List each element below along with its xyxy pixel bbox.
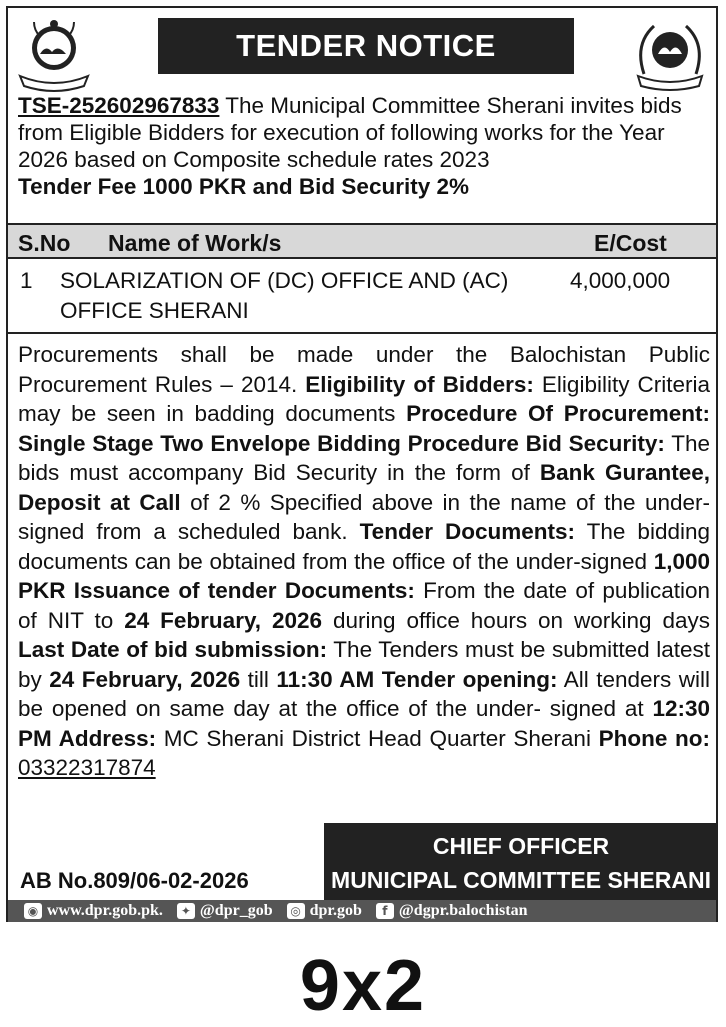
tender-fee-line: Tender Fee 1000 PKR and Bid Security 2% bbox=[18, 174, 469, 199]
tender-notice bbox=[6, 6, 718, 922]
footer-twitter bbox=[177, 902, 273, 920]
footer-bar bbox=[8, 900, 716, 922]
facebook-handle: @dgpr.balochistan bbox=[398, 902, 528, 919]
details-text: Eligibility Criteria may be seen in badding documents bbox=[18, 371, 711, 426]
header-ecost: E/Cost bbox=[594, 230, 667, 256]
tse-number: TSE-252602967833 bbox=[18, 93, 220, 118]
phone-number: 03322317874 bbox=[18, 755, 156, 780]
tender-details-paragraph bbox=[18, 340, 710, 783]
signatory-title: CHIEF OFFICER bbox=[432, 833, 610, 859]
instagram-handle: dpr.gob bbox=[309, 902, 362, 919]
details-bold: Procedure Of Procurement: Single Stage Two Envelope Bidding Procedure Bid Security: bbox=[18, 401, 710, 456]
footer-instagram bbox=[287, 902, 362, 920]
row-sno: 1 bbox=[20, 268, 33, 293]
footer-facebook bbox=[376, 902, 528, 920]
signatory-block bbox=[324, 823, 718, 905]
details-bold: Tender Documents: bbox=[359, 519, 575, 544]
details-bold: 12:30 PM Address: bbox=[18, 696, 710, 751]
details-text: The bids must accompany Bid Security in the form of bbox=[18, 430, 710, 485]
row-work-line1: SOLARIZATION OF (DC) OFFICE AND (AC) bbox=[60, 268, 509, 293]
details-bold: Eligibility of Bidders: bbox=[305, 371, 534, 397]
details-text: till bbox=[240, 666, 277, 692]
ad-size-label: 9x2 bbox=[299, 946, 427, 1026]
balochistan-emblem-logo bbox=[14, 14, 94, 96]
dgpr-emblem-logo bbox=[630, 14, 710, 96]
details-bold: 11:30 AM Tender opening: bbox=[276, 666, 558, 692]
intro-text: The Municipal Committee Sherani invites bids from Eligible Bidders for execution of following works for the Year 2026 based on Composite schedule rates 2023 bbox=[18, 93, 682, 172]
table-row bbox=[8, 262, 716, 334]
details-text: Procurements shall be made under the Balochistan Public Procurement Rules – 2014. bbox=[18, 342, 710, 397]
header-sno: S.No bbox=[18, 230, 71, 256]
details-bold: Last Date of bid submission: bbox=[18, 637, 328, 662]
details-text: The Tenders must be submitted latest by bbox=[18, 637, 711, 692]
footer-website bbox=[24, 902, 163, 920]
twitter-handle: @dpr_gob bbox=[199, 902, 273, 919]
details-text: The bidding documents can be obtained from the office of the under-signed bbox=[18, 519, 710, 574]
works-table-header bbox=[8, 223, 716, 259]
facebook-icon: f bbox=[376, 903, 394, 919]
notice-title: TENDER NOTICE bbox=[158, 18, 574, 74]
details-bold: 24 February, 2026 bbox=[49, 666, 241, 692]
header-name-of-work: Name of Work/s bbox=[108, 230, 282, 256]
row-cost: 4,000,000 bbox=[570, 268, 671, 293]
details-bold: Phone no: bbox=[598, 725, 710, 751]
website-text: www.dpr.gob.pk. bbox=[47, 902, 163, 919]
twitter-icon: ✦ bbox=[177, 903, 195, 919]
instagram-icon: ◎ bbox=[287, 903, 305, 919]
signatory-office: MUNICIPAL COMMITTEE SHERANI bbox=[331, 867, 711, 893]
details-bold: 24 February, 2026 bbox=[124, 607, 323, 633]
details-text: of 2 % Specified above in the name of the under-signed from a scheduled bank. bbox=[18, 489, 710, 544]
details-text: From the date of publication of NIT to bbox=[18, 578, 710, 633]
intro-paragraph bbox=[18, 92, 712, 200]
globe-icon: ◉ bbox=[24, 903, 42, 919]
details-bold: Bank Gurantee, Deposit at Call bbox=[18, 460, 710, 515]
details-text: MC Sherani District Head Quarter Sherani bbox=[156, 725, 599, 751]
details-text: during office hours on working days bbox=[322, 607, 710, 633]
ab-number: AB No.809/06-02-2026 bbox=[20, 868, 249, 893]
details-bold: 1,000 PKR Issuance of tender Documents: bbox=[18, 548, 710, 603]
details-text: All tenders will be opened on same day at the office of the under- signed at bbox=[18, 666, 711, 721]
row-work-line2: OFFICE SHERANI bbox=[60, 298, 249, 323]
